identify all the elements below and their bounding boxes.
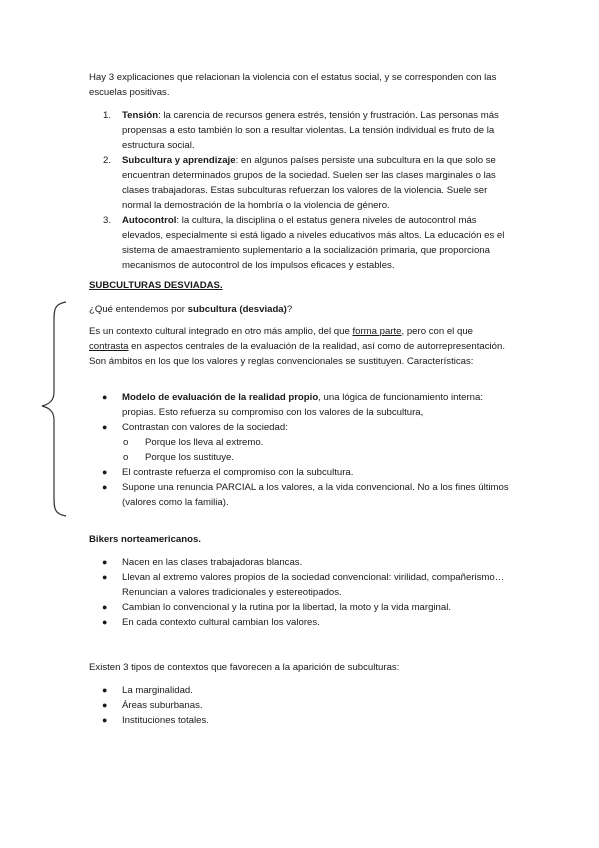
- bullet-icon: ●: [102, 422, 108, 432]
- term-label: Tensión: [122, 110, 159, 121]
- list-number: 2.: [103, 155, 112, 166]
- definition-paragraph: Es un contexto cultural integrado en otro más amplio, del que forma parte, pero con el que contrasta en aspectos centrales de la evaluación de la realidad, así como de autorrepresentación. Son ámbitos en los que los valores y reglas convencionales se sustituyen. Características:: [89, 326, 505, 367]
- list-item: ● Instituciones totales.: [102, 715, 209, 726]
- list-item: ● En cada contexto cultural cambian los valores.: [102, 617, 320, 628]
- contexts-intro: Existen 3 tipos de contextos que favorecen a la aparición de subculturas:: [89, 662, 400, 673]
- bullet-icon: ●: [102, 572, 108, 582]
- curly-brace-icon: [40, 300, 70, 520]
- list-number: 1.: [103, 110, 112, 121]
- bullet-icon: ●: [102, 392, 108, 402]
- bullet-icon: ●: [102, 467, 108, 477]
- bullet-icon: ●: [102, 715, 108, 725]
- term-label: Subcultura y aprendizaje: [122, 155, 236, 166]
- list-item: [89, 108, 519, 153]
- list-item: ● Supone una renuncia PARCIAL a los valores, a la vida convencional. No a los fines últimos (valores como la familia).: [102, 482, 509, 508]
- bullet-icon: ●: [102, 482, 108, 492]
- list-item: ● El contraste refuerza el compromiso con la subcultura.: [102, 467, 354, 478]
- sub-list-item: o Porque los lleva al extremo.: [123, 437, 264, 448]
- section-heading: SUBCULTURAS DESVIADAS.: [89, 280, 223, 291]
- bullet-icon: ●: [102, 617, 108, 627]
- list-item: ● Contrastan con valores de la sociedad: o Porque los lleva al extremo. o Porque los sustituye.: [89, 420, 519, 465]
- question-line: ¿Qué entendemos por subcultura (desviada)?: [89, 304, 293, 315]
- bullet-icon: ●: [102, 602, 108, 612]
- term-text: : la carencia de recursos genera estrés, tensión y frustración. Las personas más propensas a esto también lo son a resultar violentas. La tensión individual es fruto de la estructura social.: [122, 110, 499, 151]
- term-text: : la cultura, la disciplina o el estatus genera niveles de autocontrol más elevados, especialmente si está ligado a niveles educativos más altos. La educación es el sistema de amaestramiento suplementario a la socialización primaria, que proporciona mecanismos de autocontrol de los impulsos eficaces y estables.: [122, 215, 505, 271]
- list-item: [89, 213, 519, 273]
- contexts-list: [89, 683, 519, 728]
- list-item: ● Cambian lo convencional y la rutina por la libertad, la moto y la vida marginal.: [102, 602, 452, 613]
- circle-bullet-icon: o: [123, 437, 129, 448]
- intro-paragraph: Hay 3 explicaciones que relacionan la violencia con el estatus social, y se corresponden con las escuelas positivas.: [89, 72, 497, 98]
- bikers-heading: Bikers norteamericanos.: [89, 534, 201, 545]
- list-item: ● Áreas suburbanas.: [102, 700, 203, 711]
- circle-bullet-icon: o: [123, 452, 129, 463]
- list-number: 3.: [103, 215, 112, 226]
- characteristics-list: [89, 390, 519, 510]
- term-label: Autocontrol: [122, 215, 177, 226]
- explanations-list: [89, 108, 519, 273]
- bikers-list: [89, 555, 519, 630]
- list-item: ● Modelo de evaluación de la realidad propio, una lógica de funcionamiento interna: propias. Esto refuerza su compromiso con los valores de la subcultura,: [102, 392, 483, 418]
- bullet-icon: ●: [102, 557, 108, 567]
- list-item: ● Nacen en las clases trabajadoras blancas.: [102, 557, 303, 568]
- list-item: ● Llevan al extremo valores propios de la sociedad convencional: virilidad, compañerismo… Renuncian a valores tradicionales y estereotipados.: [102, 572, 505, 598]
- list-item: [89, 153, 519, 213]
- bullet-icon: ●: [102, 685, 108, 695]
- sub-list: [89, 435, 519, 465]
- term-text: : en algunos países persiste una subcultura en la que solo se encuentran determinados grupos de la sociedad. Suelen ser las clases marginales o las clases trabajadoras. Estas subculturas refuerzan los valores de la violencia. Suele ser normal la demostración de la hombría o la violencia de género.: [122, 155, 496, 211]
- bullet-icon: ●: [102, 700, 108, 710]
- list-item: ● La marginalidad.: [102, 685, 193, 696]
- sub-list-item: o Porque los sustituye.: [123, 452, 235, 463]
